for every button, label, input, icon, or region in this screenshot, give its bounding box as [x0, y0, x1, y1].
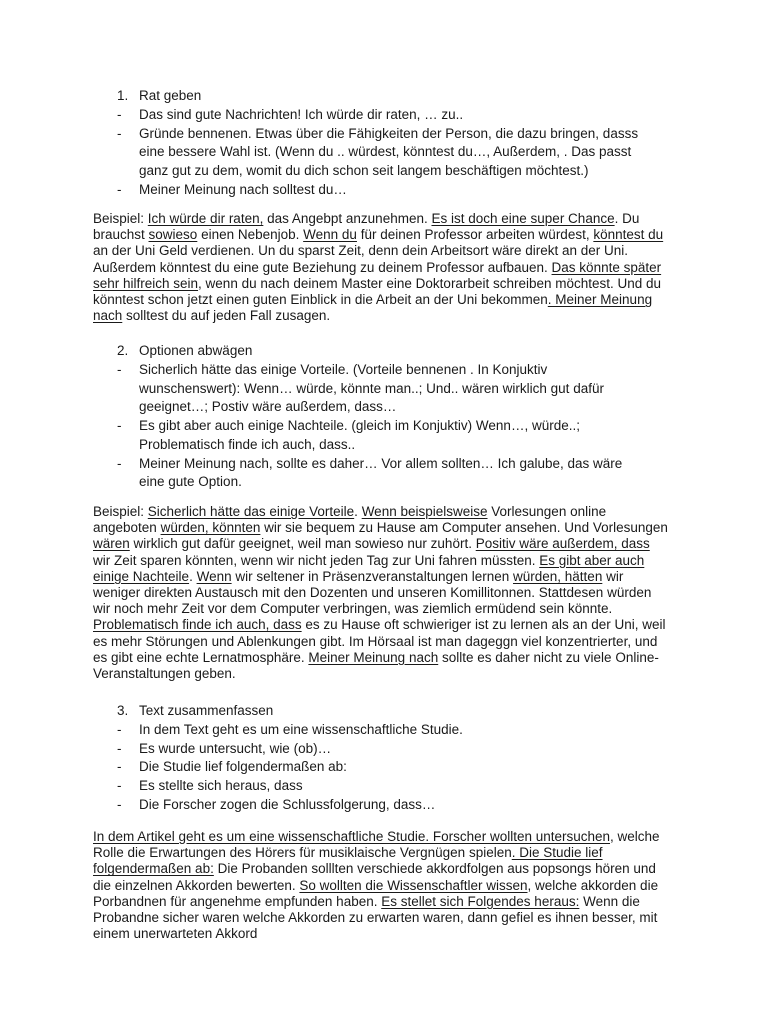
list-item: - Gründe bennenen. Etwas über die Fähigkeiten der Person, die dazu bringen, dasss eine bessere Wahl ist. (Wenn du .. würdest, könntest du…, Außerdem, . Das passt ganz gut zu dem, womit du dich schon seit langem beschäftigen möchtest.)	[117, 125, 639, 179]
list-item: - Das sind gute Nachrichten! Ich würde dir raten, … zu..	[117, 107, 464, 122]
list-item: - Meiner Meinung nach solltest du…	[117, 181, 347, 197]
section-1-list	[0, 106, 651, 200]
example-paragraph-3: In dem Artikel geht es um eine wissenschaftliche Studie. Forscher wollten untersuchen, welche Rolle die Erwartungen des Hörers für musiklaische Vergnügen spielen. Die Studie lief folgendermaßen ab: Die Probanden solllten verschiede akkordfolgen aus popsongs hören und die einzelnen Akkorden bewerten. So wollten die Wissenschaftler wissen, welche akkorden die Porbandnen für angenehme empfunden haben. Es stellet sich Folgendes heraus: Wenn die Probandne sicher waren welche Akkorden zu erwarten waren, dann gefiel es ihnen besser, mit einem unerwarteten Akkord	[93, 829, 660, 942]
section-2-number: 2.	[117, 343, 129, 358]
list-item: - Sicherlich hätte das einige Vorteile. (Vorteile bennenen . In Konjuktiv wunschenswert): Wenn… würde, könnte man..; Und.. wären wirklich gut dafür geeignet…; Postiv wäre außerdem, dass…	[117, 362, 604, 415]
section-2-list	[0, 361, 651, 492]
section-2-heading	[117, 342, 252, 360]
list-item: - Die Forscher zogen die Schlussfolgerung, dass…	[117, 796, 436, 812]
list-item: - Meiner Meinung nach, sollte es daher… Vor allem sollten… Ich galube, das wäre eine gute Option.	[117, 455, 623, 490]
example-paragraph-2: Beispiel: Sicherlich hätte das einige Vorteile. Wenn beispielsweise Vorlesungen online angeboten würden, könnten wir sie bequem zu Hause am Computer ansehen. Und Vorlesungen wären wirklich gut dafür geeignet, weil man sowieso nur zuhört. Positiv wäre außerdem, dass wir Zeit sparen könnten, wenn wir nicht jeden Tag zur Uni fahren müssten. Es gibt aber auch einige Nachteile. Wenn wir seltener in Präsenzveranstaltungen lernen würden, hätten wir weniger direkten Austausch mit den Dozenten und unseren Komillitonnen. Stattdesen würden wir noch mehr Zeit vor dem Computer verbringen, was ziemlich ermüdend sein könnte. Problematisch finde ich auch, dass es zu Hause oft schwieriger ist zu lernen als an der Uni, weil es mehr Störungen und Ablenkungen gibt. Im Hörsaal ist man dageggn viel konzentrierter, und es gibt eine echte Lernatmosphäre. Meiner Meinung nach sollte es daher nicht zu viele Online-Veranstaltungen geben.	[93, 504, 668, 682]
section-2-title: Optionen abwägen	[139, 343, 253, 358]
list-item: - Es gibt aber auch einige Nachteile. (gleich im Konjuktiv) Wenn…, würde..; Problematisch finde ich auch, dass..	[117, 418, 580, 452]
section-1-heading	[117, 87, 201, 105]
list-item: - Es stellte sich heraus, dass	[117, 778, 303, 794]
section-3-heading	[117, 702, 273, 720]
list-item: - Die Studie lief folgendermaßen ab:	[117, 759, 347, 775]
list-item: - Es wurde untersucht, wie (ob)…	[117, 740, 332, 756]
section-3-number: 3.	[117, 703, 129, 718]
section-3-title: Text zusammenfassen	[139, 703, 274, 718]
list-item: - In dem Text geht es um eine wissenschaftliche Studie.	[117, 722, 463, 737]
section-1-title: Rat geben	[139, 88, 202, 103]
section-1-number: 1.	[117, 88, 129, 103]
section-3-list	[0, 721, 651, 815]
example-paragraph-1: Beispiel: Ich würde dir raten, das Angebpt anzunehmen. Es ist doch eine super Chance. Du brauchst sowieso einen Nebenjob. Wenn du für deinen Professor arbeiten würdest, könntest du an der Uni Geld verdienen. Un du sparst Zeit, denn dein Arbeitsort wäre direkt an der Uni. Außerdem könntest du eine gute Beziehung zu deinem Professor aufbauen. Das könnte später sehr hilfreich sein, wenn du nach deinem Master eine Doktorarbeit schreiben möchtest. Und du könntest schon jetzt einen guten Einblick in die Arbeit an der Uni bekommen. Meiner Meinung nach solltest du auf jeden Fall zusagen.	[93, 211, 664, 324]
